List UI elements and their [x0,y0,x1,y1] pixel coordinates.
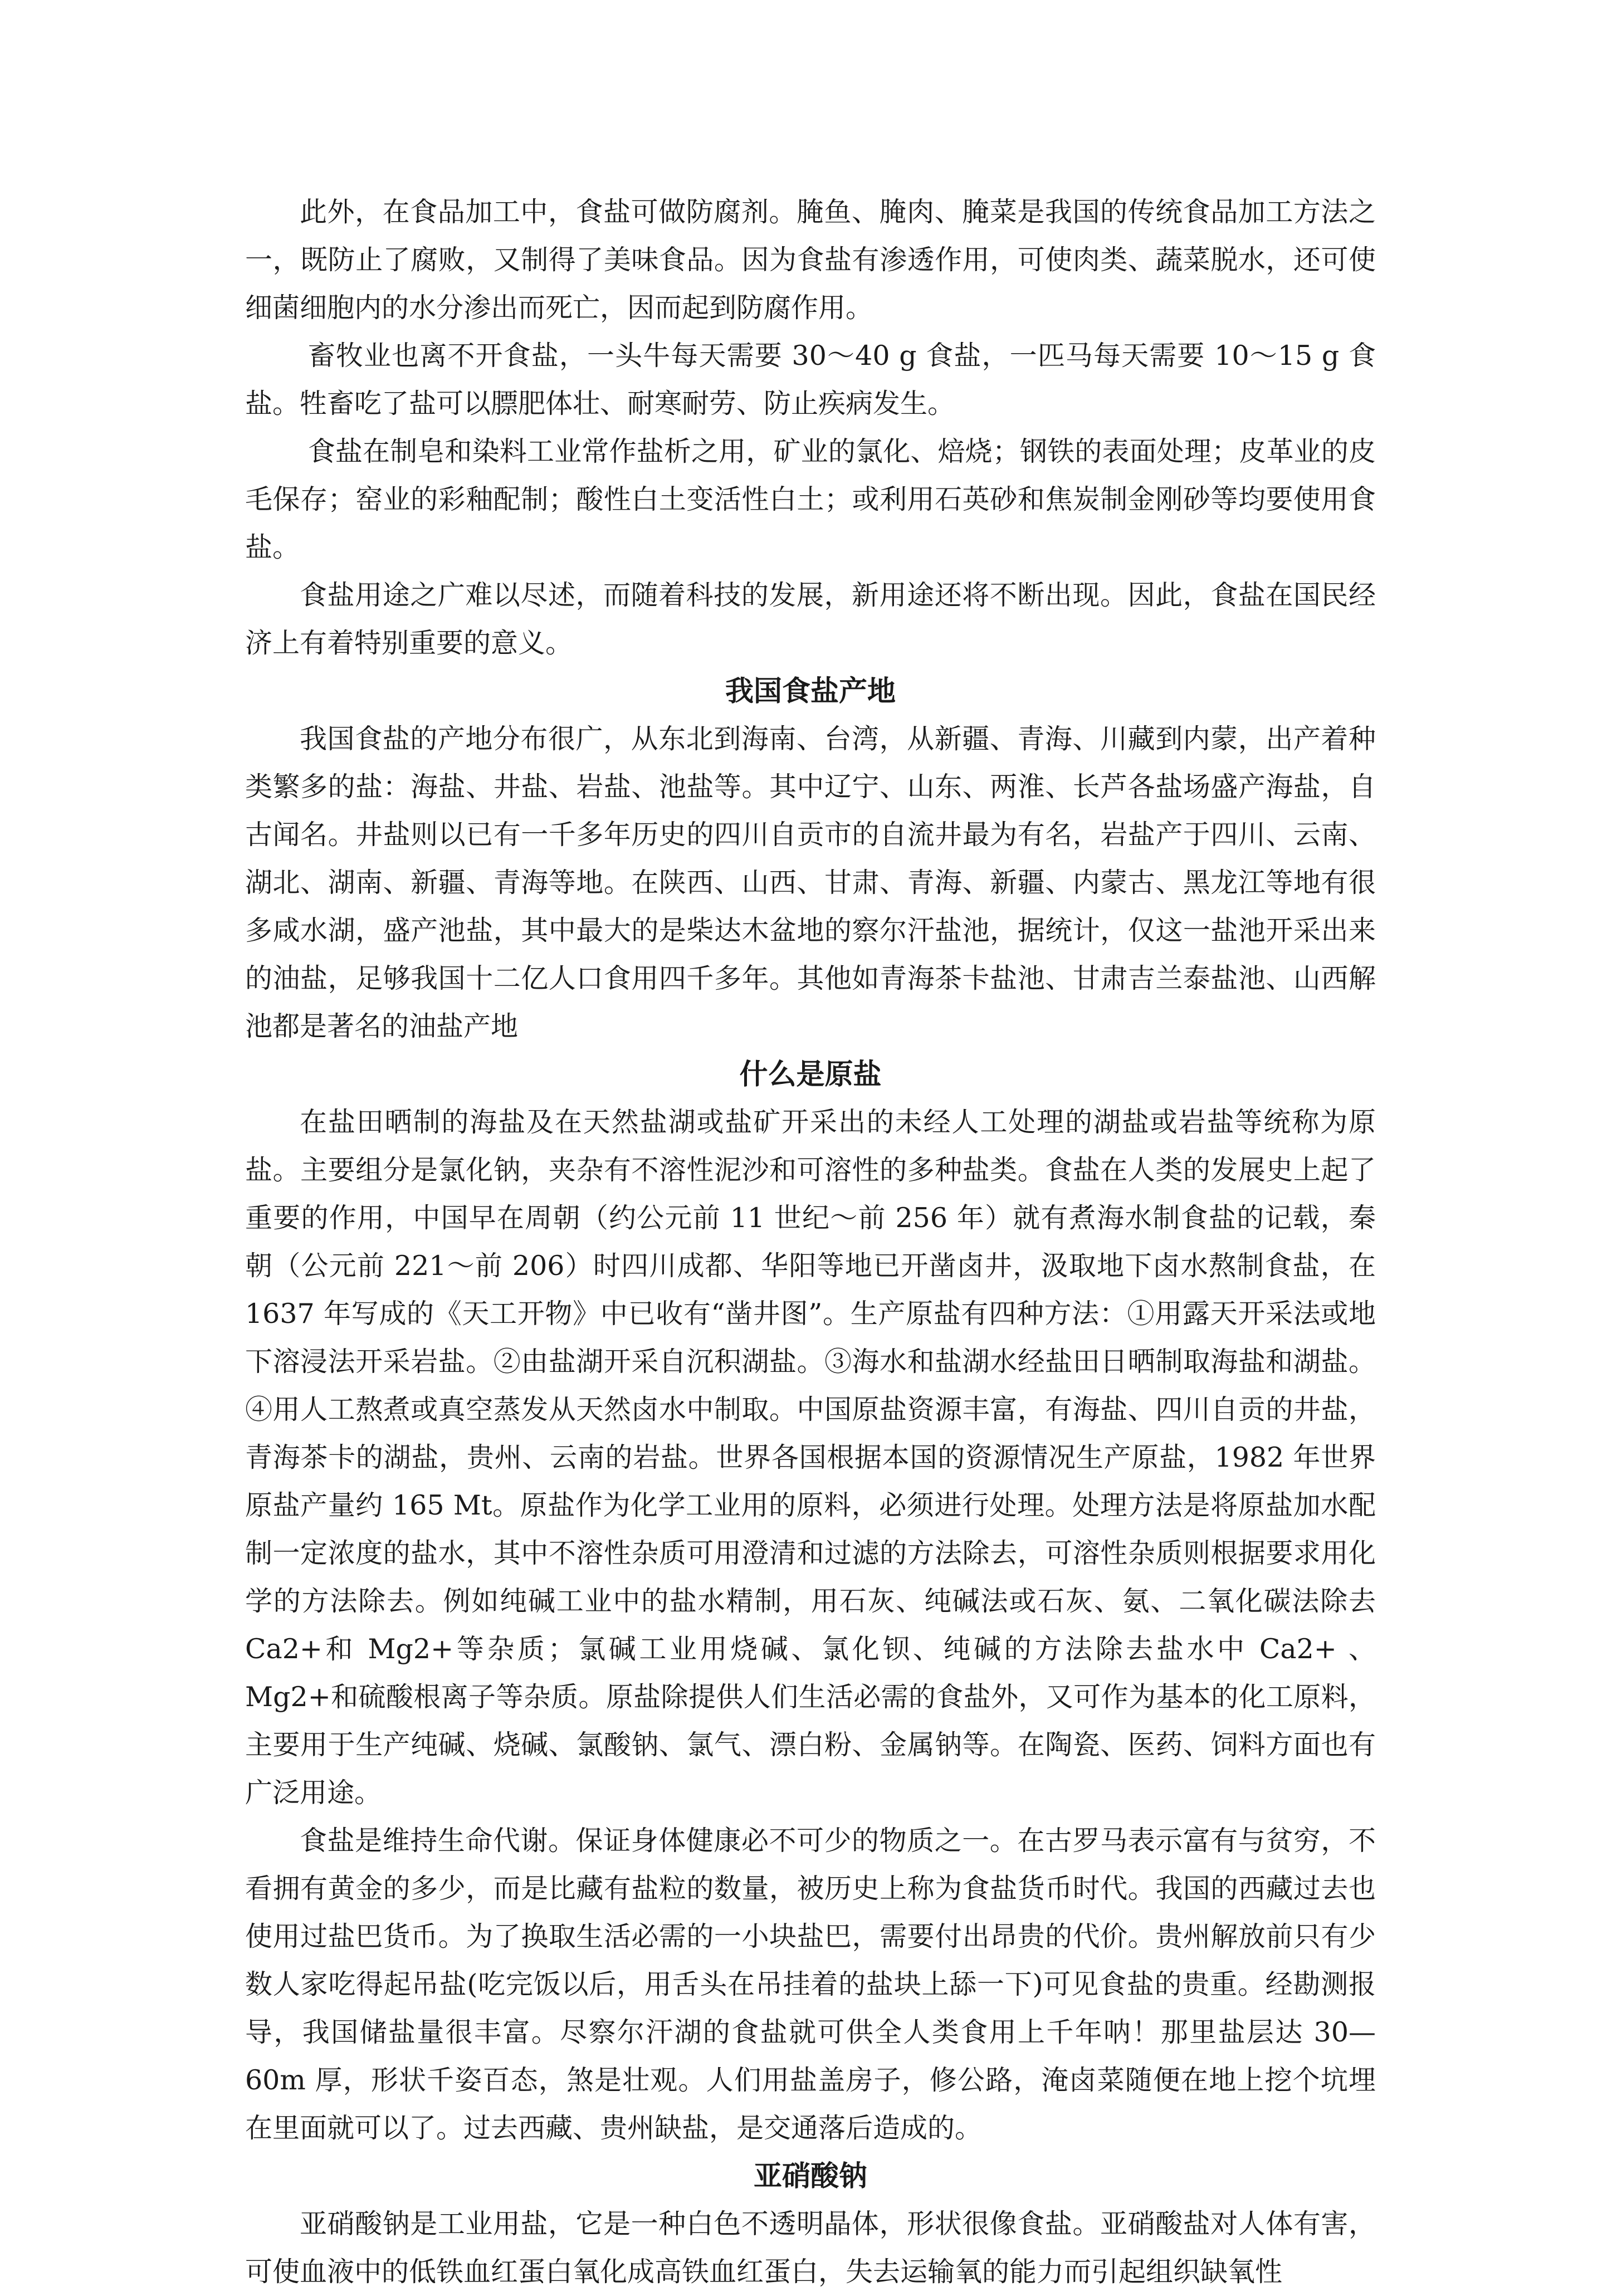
paragraph-salt-history: 食盐是维持生命代谢。保证身体健康必不可少的物质之一。在古罗马表示富有与贫穷，不看拥有黄金的多少，而是比藏有盐粒的数量，被历史上称为食盐货币时代。我国的西藏过去也使用过盐巴货币。为了换取生活必需的一小块盐巴，需要付出昂贵的代价。贵州解放前只有少数人家吃得起吊盐(吃完饭以后，用舌头在吊挂着的盐块上舔一下)可见食盐的贵重。经勘测报导，我国储盐量很丰富。尽察尔汗湖的食盐就可供全人类食用上千年呐！那里盐层达 30—60m 厚，形状千姿百态，煞是壮观。人们用盐盖房子，修公路，淹卤菜随便在地上挖个坑埋在里面就可以了。过去西藏、贵州缺盐，是交通落后造成的。 [245,1825,1376,2144]
paragraph-salt-origin: 我国食盐的产地分布很广，从东北到海南、台湾，从新疆、青海、川藏到内蒙，出产着种类繁多的盐：海盐、井盐、岩盐、池盐等。其中辽宁、山东、两淮、长芦各盐场盛产海盐，自古闻名。井盐则以已有一千多年历史的四川自贡市的自流井最为有名，岩盐产于四川、云南、湖北、湖南、新疆、青海等地。在陕西、山西、甘肃、青海、新疆、内蒙古、黑龙江等地有很多咸水湖，盛产池盐，其中最大的是柴达木盆地的察尔汗盐池，据统计，仅这一盐池开采出来的油盐，足够我国十二亿人口食用四千多年。其他如青海茶卡盐池、甘肃吉兰泰盐池、山西解池都是著名的油盐产地 [245,723,1376,1042]
document-body [245,188,1376,2296]
paragraph-raw-salt: 在盐田晒制的海盐及在天然盐湖或盐矿开采出的未经人工处理的湖盐或岩盐等统称为原盐。主要组分是氯化钠，夹杂有不溶性泥沙和可溶性的多种盐类。食盐在人类的发展史上起了重要的作用，中国早在周朝（约公元前 11 世纪～前 256 年）就有煮海水制食盐的记载，秦朝（公元前 221～前 206）时四川成都、华阳等地已开凿卤井，汲取地下卤水熬制食盐，在 1637 年写成的《天工开物》中已收有“凿井图”。生产原盐有四种方法：①用露天开采法或地下溶浸法开采岩盐。②由盐湖开采自沉积湖盐。③海水和盐湖水经盐田日晒制取海盐和湖盐。④用人工熬煮或真空蒸发从天然卤水中制取。中国原盐资源丰富，有海盐、四川自贡的井盐，青海茶卡的湖盐，贵州、云南的岩盐。世界各国根据本国的资源情况生产原盐，1982 年世界原盐产量约 165 Mt。原盐作为化学工业用的原料，必须进行处理。处理方法是将原盐加水配制一定浓度的盐水，其中不溶性杂质可用澄清和过滤的方法除去，可溶性杂质则根据要求用化学的方法除去。例如纯碱工业中的盐水精制，用石灰、纯碱法或石灰、氨、二氧化碳法除去 Ca2+和 Mg2+等杂质；氯碱工业用烧碱、氯化钡、纯碱的方法除去盐水中 Ca2+ 、Mg2+和硫酸根离子等杂质。原盐除提供人们生活必需的食盐外，又可作为基本的化工原料，主要用于生产纯碱、烧碱、氯酸钠、氯气、漂白粉、金属钠等。在陶瓷、医药、饲料方面也有广泛用途。 [245,1106,1376,1809]
heading-raw-salt: 什么是原盐 [739,1058,882,1091]
paragraph-food-preservation: 此外，在食品加工中，食盐可做防腐剂。腌鱼、腌肉、腌菜是我国的传统食品加工方法之一，既防止了腐败，又制得了美味食品。因为食盐有渗透作用，可使肉类、蔬菜脱水，还可使细菌细胞内的水分渗出而死亡，因而起到防腐作用。 [245,196,1376,324]
paragraph-sodium-nitrite: 亚硝酸钠是工业用盐，它是一种白色不透明晶体，形状很像食盐。亚硝酸盐对人体有害，可使血液中的低铁血红蛋白氧化成高铁血红蛋白，失去运输氧的能力而引起组织缺氧性 [245,2208,1376,2288]
heading-salt-origin: 我国食盐产地 [725,675,896,708]
paragraph-livestock: 畜牧业也离不开食盐，一头牛每天需要 30～40 g 食盐，一匹马每天需要 10～15 g 食盐。牲畜吃了盐可以膘肥体壮、耐寒耐劳、防止疾病发生。 [245,340,1376,419]
paragraph-industrial-uses: 食盐在制皂和染料工业常作盐析之用，矿业的氯化、焙烧；钢铁的表面处理；皮革业的皮毛保存；窑业的彩釉配制；酸性白土变活性白土；或利用石英砂和焦炭制金刚砂等均要使用食盐。 [245,436,1376,563]
heading-sodium-nitrite: 亚硝酸钠 [753,2160,867,2193]
paragraph-importance: 食盐用途之广难以尽述，而随着科技的发展，新用途还将不断出现。因此，食盐在国民经济上有着特别重要的意义。 [245,579,1376,659]
